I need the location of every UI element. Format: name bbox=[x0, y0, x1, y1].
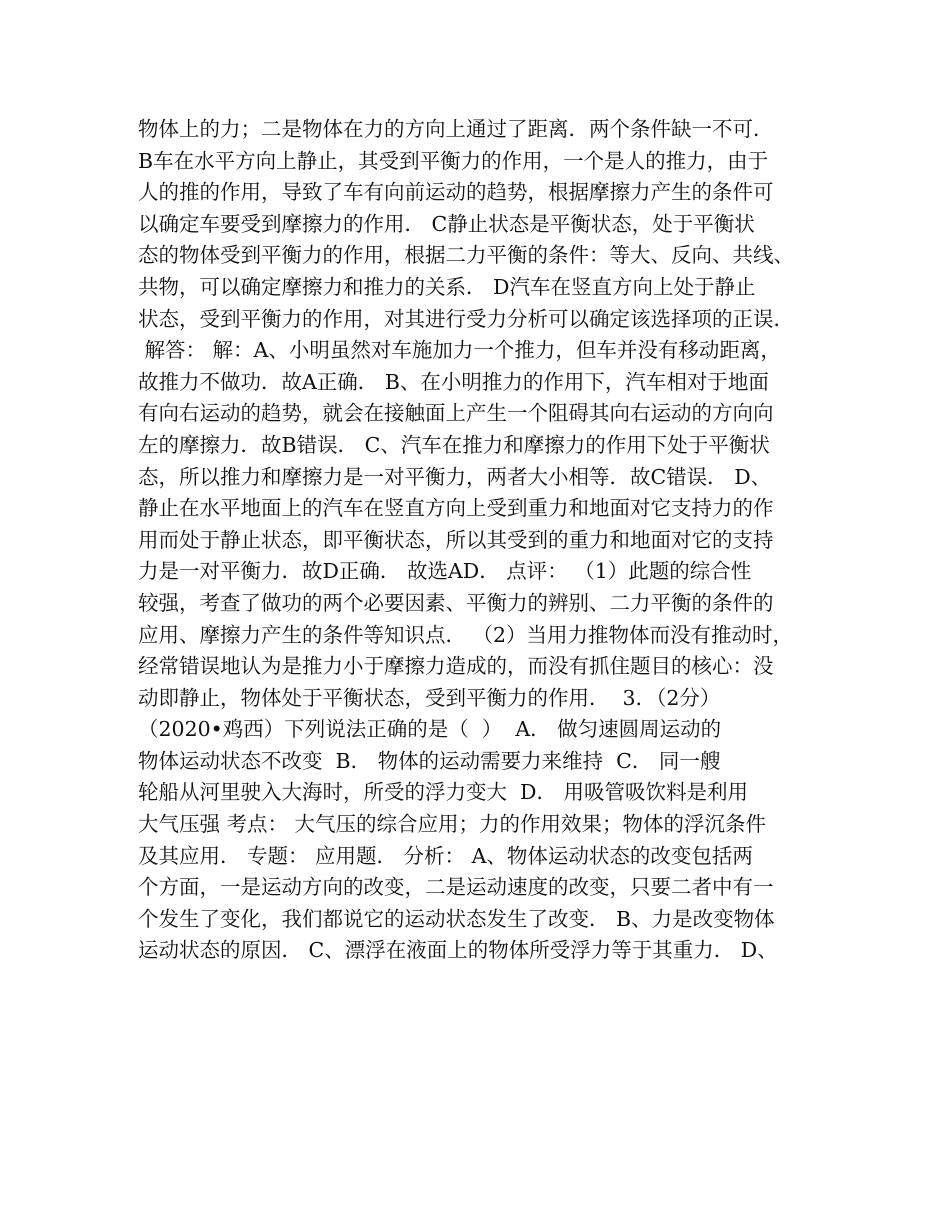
text-line: 大气压强 考点： 大气压的综合应用；力的作用效果；物体的浮沉条件 bbox=[138, 812, 767, 837]
text-line: 较强，考查了做功的两个必要因素、平衡力的辨别、二力平衡的条件的 bbox=[138, 590, 774, 615]
text-line: 个发生了变化，我们都说它的运动状态发生了改变． B、力是改变物体 bbox=[138, 906, 775, 931]
text-line: 应用、摩擦力产生的条件等知识点． （2）当用力推物体而没有推动时， bbox=[138, 622, 794, 647]
text-line: 状态，受到平衡力的作用，对其进行受力分析可以确定该选择项的正误． bbox=[138, 306, 794, 331]
body-text bbox=[138, 114, 828, 967]
text-line: 物体上的力；二是物体在力的方向上通过了距离．两个条件缺一不可． bbox=[138, 117, 774, 141]
text-line: 及其应用． 专题： 应用题． 分析： A、物体运动状态的改变包括两 bbox=[138, 843, 753, 868]
text-line: 物体运动状态不改变 B． 物体的运动需要力来维持 C． 同一艘 bbox=[138, 748, 721, 773]
text-line: 静止在水平地面上的汽车在竖直方向上受到重力和地面对它支持力的作 bbox=[138, 496, 774, 521]
text-line: 共物，可以确定摩擦力和推力的关系． D汽车在竖直方向上处于静止 bbox=[138, 274, 756, 299]
text-line: 故推力不做功．故A正确． B、在小明推力的作用下，汽车相对于地面 bbox=[138, 369, 769, 394]
text-line: 轮船从河里驶入大海时，所受的浮力变大 D． 用吸管吸饮料是利用 bbox=[138, 780, 748, 805]
text-line: 有向右运动的趋势，就会在接触面上产生一个阻碍其向右运动的方向向 bbox=[138, 401, 774, 426]
text-line: 用而处于静止状态，即平衡状态，所以其受到的重力和地面对它的支持 bbox=[138, 527, 774, 552]
text-line: 个方面，一是运动方向的改变，二是运动速度的改变，只要二者中有一 bbox=[138, 875, 774, 900]
text-line: 以确定车要受到摩擦力的作用． C静止状态是平衡状态，处于平衡状 bbox=[138, 211, 755, 236]
text-line: 左的摩擦力．故B错误． C、汽车在推力和摩擦力的作用下处于平衡状 bbox=[138, 432, 770, 457]
text-line: 经常错误地认为是推力小于摩擦力造成的，而没有抓住题目的核心：没 bbox=[138, 654, 774, 679]
text-line: B车在水平方向上静止，其受到平衡力的作用，一个是人的推力，由于 bbox=[138, 148, 769, 173]
text-line: 运动状态的原因． C、漂浮在液面上的物体所受浮力等于其重力． D、 bbox=[138, 938, 778, 963]
text-line: 人的推的作用，导致了车有向前运动的趋势，根据摩擦力产生的条件可 bbox=[138, 180, 774, 205]
text-line: （2020•鸡西）下列说法正确的是（ ） A． 做匀速圆周运动的 bbox=[138, 717, 722, 742]
text-line: 态的物体受到平衡力的作用，根据二力平衡的条件：等大、反向、共线、 bbox=[138, 243, 794, 268]
text-line: 态，所以推力和摩擦力是一对平衡力，两者大小相等．故C错误． D、 bbox=[138, 464, 772, 489]
text-line: 动即静止，物体处于平衡状态，受到平衡力的作用． 3．（2分） bbox=[138, 685, 721, 710]
text-line: 力是一对平衡力．故D正确． 故选AD． 点评： （1）此题的综合性 bbox=[138, 559, 752, 584]
text-line: 解答： 解：A、小明虽然对车施加力一个推力，但车并没有移动距离， bbox=[138, 338, 781, 363]
